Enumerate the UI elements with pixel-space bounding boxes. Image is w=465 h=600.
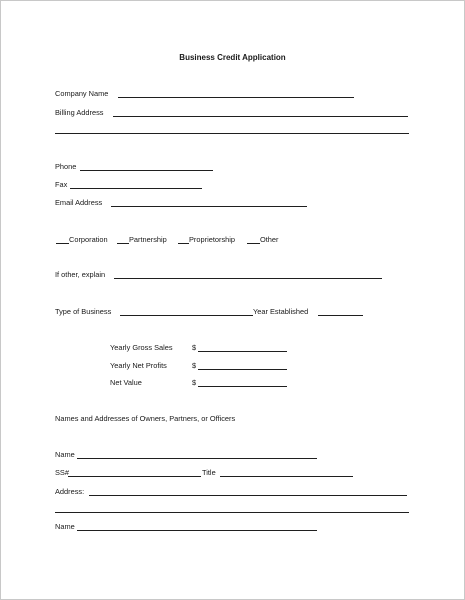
yearly-net-profits-field[interactable]: [198, 369, 287, 370]
email-address-label: Email Address: [55, 198, 103, 207]
owner-address-field-line-2[interactable]: [55, 512, 409, 513]
proprietorship-checkbox-line[interactable]: [178, 243, 189, 244]
yearly-gross-sales-field[interactable]: [198, 351, 287, 352]
partnership-checkbox-line[interactable]: [117, 243, 129, 244]
proprietorship-label: Proprietorship: [189, 235, 236, 244]
owner-2-name-label: Name: [55, 522, 75, 531]
year-established-field[interactable]: [318, 315, 363, 316]
owner-name-field[interactable]: [77, 458, 317, 459]
net-value-currency: $: [192, 378, 197, 387]
yearly-gross-sales-label: Yearly Gross Sales: [110, 343, 173, 352]
email-address-field[interactable]: [111, 206, 307, 207]
phone-field[interactable]: [80, 170, 213, 171]
other-label: Other: [260, 235, 279, 244]
if-other-explain-label: If other, explain: [55, 270, 106, 279]
net-value-field[interactable]: [198, 386, 287, 387]
owner-address-label: Address:: [55, 487, 85, 496]
form-title: Business Credit Application: [179, 53, 286, 62]
year-established-label: Year Established: [253, 307, 309, 316]
owner-name-label: Name: [55, 450, 75, 459]
billing-address-field-line-2[interactable]: [55, 133, 409, 134]
type-of-business-label: Type of Business: [55, 307, 112, 316]
partnership-label: Partnership: [129, 235, 167, 244]
owners-heading: Names and Addresses of Owners, Partners, or Officers: [55, 414, 236, 423]
fax-label: Fax: [55, 180, 68, 189]
owner-ssn-label: SS#: [55, 468, 69, 477]
owner-ssn-field[interactable]: [68, 476, 201, 477]
owner-title-label: Title: [202, 468, 216, 477]
corporation-label: Corporation: [69, 235, 108, 244]
owner-2-name-field[interactable]: [77, 530, 317, 531]
type-of-business-field[interactable]: [120, 315, 253, 316]
company-name-label: Company Name: [55, 89, 109, 98]
other-checkbox-line[interactable]: [247, 243, 260, 244]
company-name-field[interactable]: [118, 97, 354, 98]
owner-title-field[interactable]: [220, 476, 353, 477]
net-value-label: Net Value: [110, 378, 142, 387]
phone-label: Phone: [55, 162, 77, 171]
billing-address-field[interactable]: [113, 116, 408, 117]
owner-address-field[interactable]: [89, 495, 407, 496]
gross-sales-currency: $: [192, 343, 197, 352]
yearly-net-profits-label: Yearly Net Profits: [110, 361, 167, 370]
billing-address-label: Billing Address: [55, 108, 104, 117]
corporation-checkbox-line[interactable]: [56, 243, 69, 244]
net-profits-currency: $: [192, 361, 197, 370]
fax-field[interactable]: [70, 188, 202, 189]
if-other-explain-field[interactable]: [114, 278, 382, 279]
